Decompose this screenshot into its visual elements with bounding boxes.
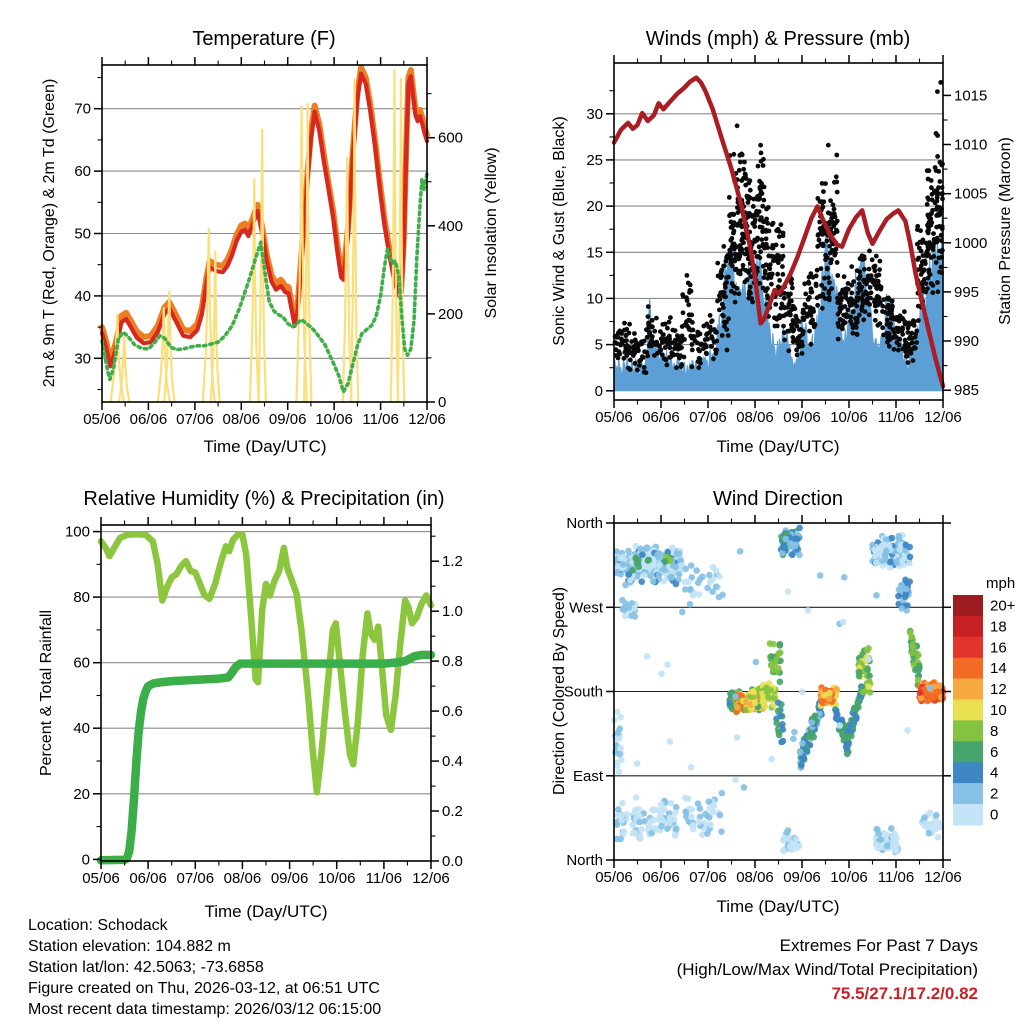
svg-text:10/06: 10/06 <box>315 411 353 428</box>
svg-text:70: 70 <box>74 100 91 118</box>
svg-text:990: 990 <box>954 333 980 350</box>
svg-text:07/06: 07/06 <box>176 411 214 428</box>
svg-text:North: North <box>566 852 603 869</box>
svg-text:1005: 1005 <box>954 185 988 203</box>
svg-text:15: 15 <box>586 244 603 262</box>
x-title-temperature: Time (Day/UTC) <box>203 437 327 456</box>
svg-text:05/06: 05/06 <box>595 409 633 426</box>
svg-text:12/06: 12/06 <box>924 869 962 886</box>
svg-text:50: 50 <box>74 225 91 243</box>
axis-title-percent-left: Percent & Total Rainfall <box>38 609 55 777</box>
svg-text:10: 10 <box>586 290 603 308</box>
svg-text:10/06: 10/06 <box>830 409 868 426</box>
svg-text:10/06: 10/06 <box>317 870 356 887</box>
svg-text:0.8: 0.8 <box>442 653 463 671</box>
svg-text:11/06: 11/06 <box>362 411 399 428</box>
svg-text:11/06: 11/06 <box>877 869 915 886</box>
x-title-wind-direction: Time (Day/UTC) <box>716 897 840 916</box>
svg-text:30: 30 <box>586 105 603 123</box>
svg-text:11/06: 11/06 <box>877 409 915 426</box>
extremes-subheading: (High/Low/Max Wind/Total Precipitation) <box>676 960 978 979</box>
svg-text:08/06: 08/06 <box>222 411 261 428</box>
axis-ticks-humidity-precip <box>65 517 463 887</box>
svg-text:1.2: 1.2 <box>442 553 463 571</box>
svg-text:25: 25 <box>586 151 603 169</box>
svg-text:0: 0 <box>81 851 90 869</box>
svg-text:12: 12 <box>990 681 1007 699</box>
extremes-block <box>677 934 978 1006</box>
svg-text:South: South <box>563 683 603 701</box>
svg-text:06/06: 06/06 <box>642 869 680 886</box>
svg-text:07/06: 07/06 <box>689 869 727 886</box>
svg-text:11/06: 11/06 <box>365 870 403 887</box>
svg-text:4: 4 <box>990 764 999 782</box>
svg-text:600: 600 <box>438 129 464 147</box>
speed-colorbar <box>953 595 1016 825</box>
svg-text:985: 985 <box>954 382 980 400</box>
series-gust <box>613 80 945 375</box>
extremes-heading: Extremes For Past 7 Days <box>779 936 978 955</box>
station-latlon: Station lat/lon: 42.5063; -73.6858 <box>28 959 264 976</box>
svg-text:07/06: 07/06 <box>689 409 727 426</box>
svg-text:0: 0 <box>990 806 999 824</box>
station-location: Location: Schodack <box>28 917 168 934</box>
chart-winds-pressure <box>586 55 987 426</box>
chart-humidity-precip <box>65 517 463 887</box>
svg-text:08/06: 08/06 <box>736 869 774 886</box>
svg-text:20: 20 <box>586 198 603 216</box>
svg-text:2: 2 <box>990 785 999 803</box>
svg-text:18: 18 <box>990 618 1007 636</box>
svg-text:1.0: 1.0 <box>442 603 463 621</box>
svg-text:30: 30 <box>74 350 91 368</box>
chart-wind-direction <box>564 515 1016 886</box>
svg-text:12/06: 12/06 <box>924 409 962 426</box>
x-title-winds: Time (Day/UTC) <box>716 437 840 456</box>
chart-title-wind-direction: Wind Direction <box>712 488 844 510</box>
chart-title-winds-pressure: Winds (mph) & Pressure (mb) <box>645 28 911 50</box>
series-direction-samples <box>611 525 946 856</box>
axis-title-direction-left: Direction (Colored By Speed) <box>551 586 568 796</box>
x-title-humidity: Time (Day/UTC) <box>204 902 328 921</box>
station-elevation: Station elevation: 104.882 m <box>28 938 231 955</box>
svg-text:08/06: 08/06 <box>223 870 262 887</box>
recent-timestamp: Most recent data timestamp: 2026/03/12 06:15:00 <box>28 1001 382 1018</box>
svg-text:200: 200 <box>438 305 464 323</box>
svg-text:8: 8 <box>990 722 999 740</box>
svg-text:09/06: 09/06 <box>270 870 309 887</box>
svg-text:40: 40 <box>74 287 91 305</box>
svg-text:60: 60 <box>74 163 91 181</box>
svg-text:12/06: 12/06 <box>412 870 450 887</box>
axis-title-temp-left: 2m & 9m T (Red, Orange) & 2m Td (Green) <box>41 78 58 388</box>
axis-title-pressure-right: Station Pressure (Maroon) <box>997 137 1014 325</box>
series-solar-insolation <box>111 70 405 402</box>
svg-text:400: 400 <box>438 217 464 235</box>
svg-text:60: 60 <box>73 654 90 672</box>
axis-title-solar-right: Solar Insolation (Yellow) <box>483 147 500 319</box>
svg-text:06/06: 06/06 <box>129 411 168 428</box>
chart-title-humidity-precip: Relative Humidity (%) & Precipitation (in) <box>83 488 445 510</box>
svg-text:20: 20 <box>73 785 90 803</box>
svg-text:80: 80 <box>73 589 90 607</box>
axis-title-wind-left: Sonic Wind & Gust (Blue, Black) <box>551 116 568 346</box>
extremes-values: 75.5/27.1/17.2/0.82 <box>831 984 978 1003</box>
svg-text:995: 995 <box>954 283 980 301</box>
svg-text:10: 10 <box>990 702 1007 719</box>
svg-text:40: 40 <box>73 720 90 738</box>
svg-text:1010: 1010 <box>954 136 988 154</box>
svg-text:0.2: 0.2 <box>442 803 463 820</box>
svg-text:16: 16 <box>990 639 1007 657</box>
station-info <box>28 915 381 1020</box>
svg-text:West: West <box>569 599 603 617</box>
svg-text:05/06: 05/06 <box>82 870 120 887</box>
svg-text:09/06: 09/06 <box>268 411 307 428</box>
svg-text:09/06: 09/06 <box>783 869 821 886</box>
svg-text:6: 6 <box>990 743 999 761</box>
svg-text:0.0: 0.0 <box>442 853 463 870</box>
svg-text:0.4: 0.4 <box>442 753 463 771</box>
chart-title-temperature: Temperature (F) <box>192 28 336 50</box>
svg-text:0: 0 <box>594 382 603 400</box>
svg-text:07/06: 07/06 <box>176 870 215 887</box>
svg-text:05/06: 05/06 <box>83 411 121 428</box>
svg-text:06/06: 06/06 <box>129 870 167 887</box>
svg-text:East: East <box>572 767 603 785</box>
svg-text:North: North <box>566 515 603 532</box>
svg-text:5: 5 <box>594 336 603 354</box>
chart-temperature <box>74 57 463 428</box>
figure-created: Figure created on Thu, 2026-03-12, at 06:51 UTC <box>28 980 380 997</box>
svg-text:1000: 1000 <box>954 234 988 252</box>
svg-text:100: 100 <box>64 523 90 541</box>
svg-text:0: 0 <box>438 394 447 411</box>
svg-text:09/06: 09/06 <box>783 409 821 426</box>
svg-text:20+: 20+ <box>990 597 1016 615</box>
svg-text:12/06: 12/06 <box>408 411 446 428</box>
svg-text:14: 14 <box>990 660 1007 678</box>
svg-text:05/06: 05/06 <box>595 869 633 886</box>
svg-text:08/06: 08/06 <box>736 409 774 426</box>
svg-text:06/06: 06/06 <box>642 409 680 426</box>
legend-title-mph: mph <box>986 575 1016 592</box>
svg-text:1015: 1015 <box>954 87 988 105</box>
svg-text:10/06: 10/06 <box>830 869 868 886</box>
svg-text:0.6: 0.6 <box>442 703 463 721</box>
